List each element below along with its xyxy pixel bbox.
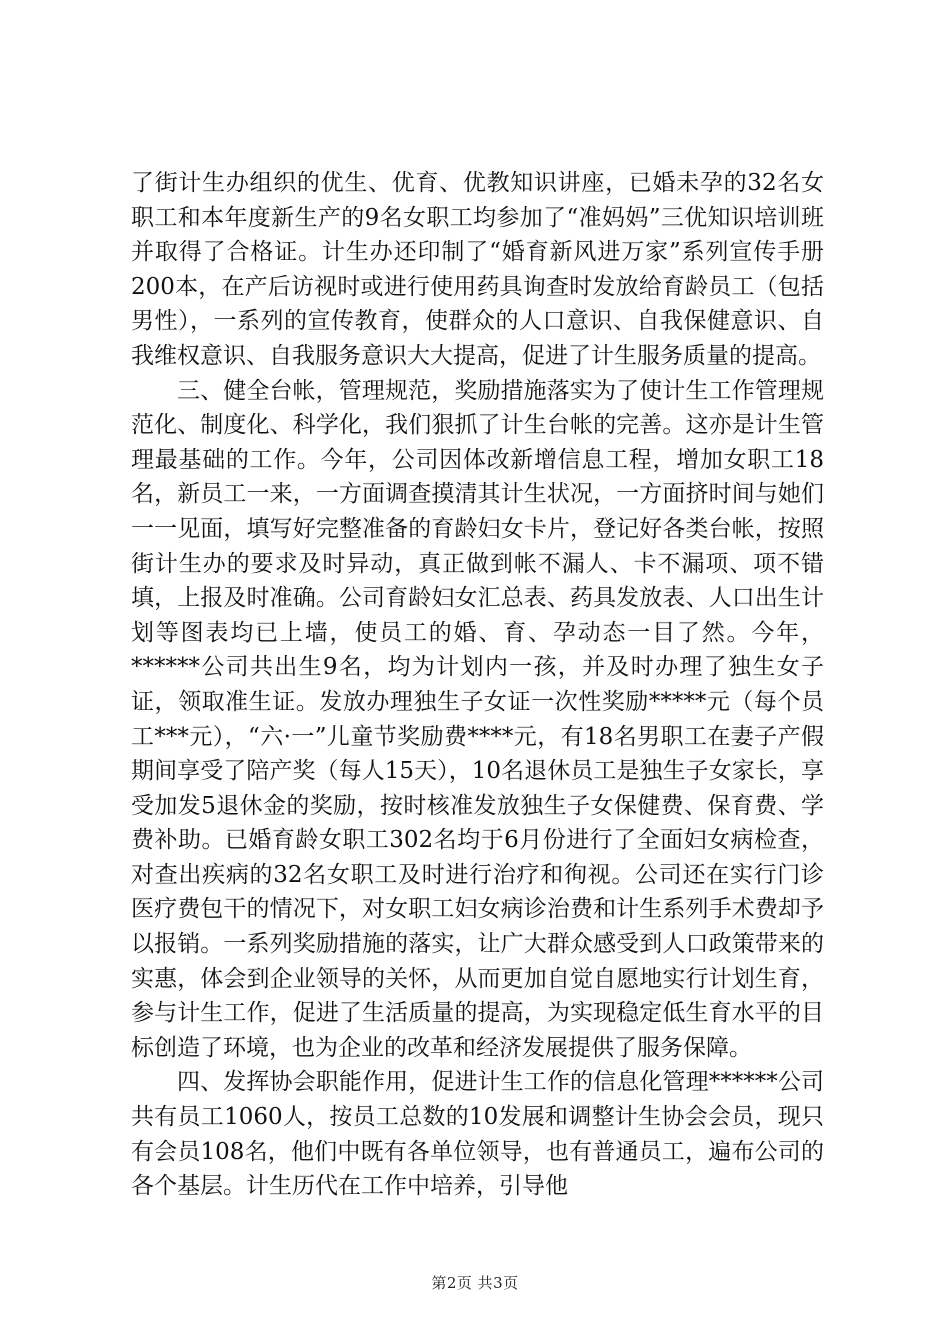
document-body	[131, 166, 824, 1204]
paragraph-section-four: 四、发挥协会职能作用，促进计生工作的信息化管理******公司共有员工1060人，按员工总数的10发展和调整计生协会会员，现只有会员108名，他们中既有各单位领导，也有普通员工，遍布公司的各个基层。计生历代在工作中培养，引导他	[131, 1069, 824, 1200]
paragraph-continued: 了街计生办组织的优生、优育、优教知识讲座，已婚未孕的32名女职工和本年度新生产的9名女职工均参加了“准妈妈”三优知识培训班并取得了合格证。计生办还印制了“婚育新风进万家”系列宣传手册200本，在产后访视时或进行使用药具询查时发放给育龄员工（包括男性），一系列的宣传教育，使群众的人口意识、自我保健意识、自我维权意识、自我服务意识大大提高，促进了计生服务质量的提高。	[131, 170, 824, 369]
page-number-footer: 第2页 共3页	[431, 1274, 519, 1292]
paragraph-section-three: 三、健全台帐，管理规范，奖励措施落实为了使计生工作管理规范化、制度化、科学化，我们狠抓了计生台帐的完善。这亦是计生管理最基础的工作。今年，公司因体改新增信息工程，增加女职工18名，新员工一来，一方面调查摸清其计生状况，一方面挤时间与她们一一见面，填写好完整准备的育龄妇女卡片，登记好各类台帐，按照街计生办的要求及时异动，真正做到帐不漏人、卡不漏项、项不错填，上报及时准确。公司育龄妇女汇总表、药具发放表、人口出生计划等图表均已上墙，使员工的婚、育、孕动态一目了然。今年，******公司共出生9名，均为计划内一孩，并及时办理了独生女子证，领取准生证。发放办理独生子女证一次性奖励*****元（每个员工***元），“六·一”儿童节奖励费****元，有18名男职工在妻子产假期间享受了陪产奖（每人15天），10名退休员工是独生子女家长，享受加发5退休金的奖励，按时核准发放独生子女保健费、保育费、学费补助。已婚育龄女职工302名均于6月份进行了全面妇女病检查，对查出疾病的32名女职工及时进行治疗和徇视。公司还在实行门诊医疗费包干的情况下，对女职工妇女病诊治费和计生系列手术费却予以报销。一系列奖励措施的落实，让广大群众感受到人口政策带来的实惠，体会到企业领导的关怀，从而更加自觉自愿地实行计划生育，参与计生工作，促进了生活质量的提高，为实现稳定低生育水平的目标创造了环境，也为企业的改革和经济发展提供了服务保障。	[131, 377, 824, 1061]
